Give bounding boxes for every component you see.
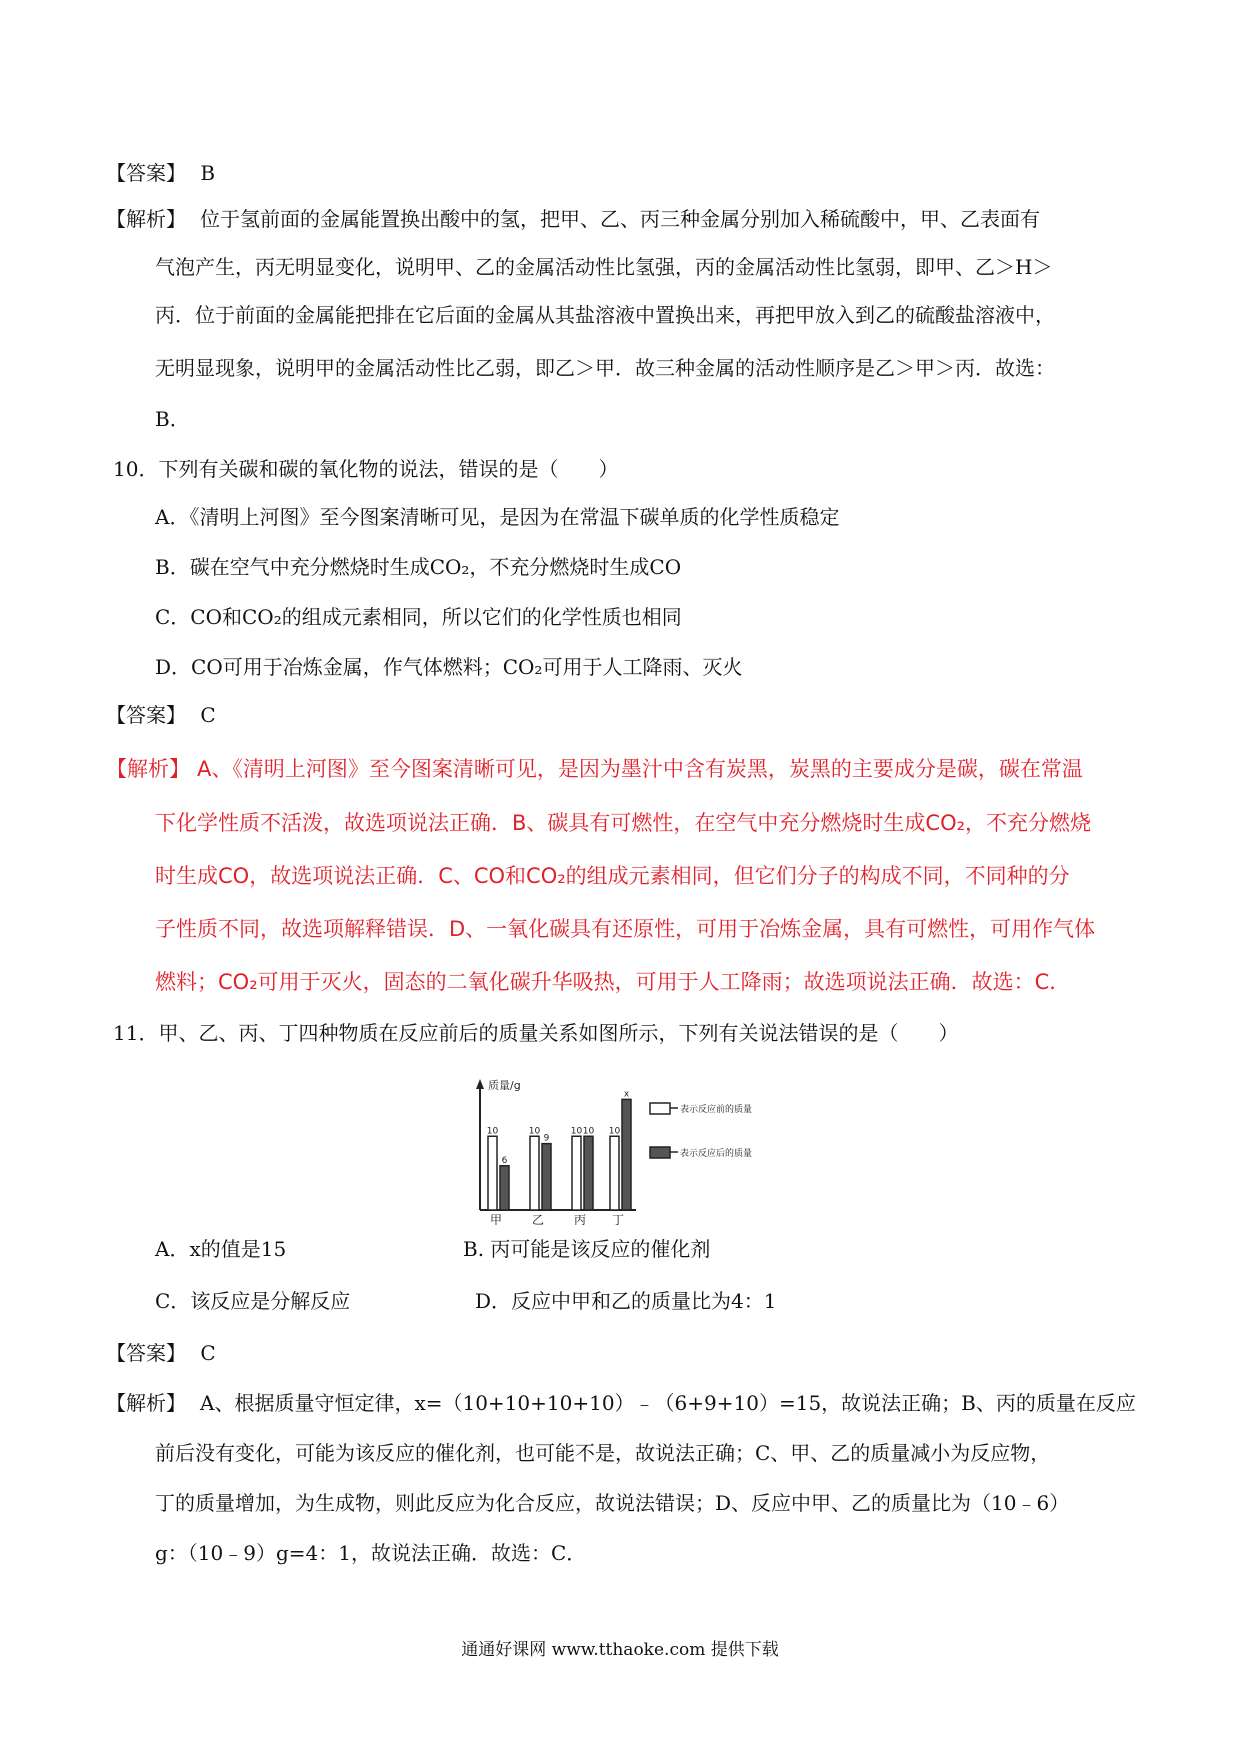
category-label: 丙: [573, 1213, 587, 1225]
answer-value: C: [200, 703, 216, 727]
q11-analysis-line: 丁的质量增加，为生成物，则此反应为化合反应，故说法错误；D、反应中甲、乙的质量比为（10﹣6）: [155, 1491, 1070, 1515]
q11-option-c: C．该反应是分解反应: [155, 1289, 351, 1313]
bar-after: [584, 1136, 593, 1210]
y-axis-label: 质量/g: [488, 1079, 521, 1092]
q10-analysis-line: 子性质不同，故选项解释错误．D、一氧化碳具有还原性，可用于冶炼金属，具有可燃性，可用作气体: [155, 917, 1096, 941]
q11-answer: [106, 1340, 216, 1366]
mass-bar-chart: [468, 1075, 788, 1225]
bar-value-label: 10: [570, 1126, 583, 1137]
q11-stem: 11．甲、乙、丙、丁四种物质在反应前后的质量关系如图所示，下列有关说法错误的是（ ）: [113, 1021, 959, 1045]
q9-analysis-line: 气泡产生，丙无明显变化，说明甲、乙的金属活动性比氢强，丙的金属活动性比氢弱，即甲、乙＞H＞: [155, 255, 1053, 279]
category-label: 甲: [489, 1213, 503, 1225]
q10-analysis-label: 【解析】: [106, 757, 190, 781]
bar-after: [500, 1166, 509, 1210]
bar-after: [542, 1144, 551, 1210]
q10-option-a: A．《清明上河图》至今图案清晰可见，是因为在常温下碳单质的化学性质稳定: [155, 505, 840, 529]
q11-analysis-line: g：（10﹣9）g=4：1，故说法正确．故选：C．: [155, 1541, 587, 1565]
bar-before: [572, 1136, 581, 1210]
q9-analysis-line: 无明显现象，说明甲的金属活动性比乙弱，即乙＞甲．故三种金属的活动性顺序是乙＞甲＞丙．故选：: [155, 356, 1055, 380]
q11-option-b: B. 丙可能是该反应的催化剂: [463, 1237, 711, 1261]
bar-value-label: 9: [543, 1133, 550, 1144]
q9-answer: [106, 160, 215, 186]
legend-label-before: 表示反应前的质量: [680, 1105, 753, 1115]
answer-value: B: [200, 161, 216, 185]
q10-stem: 10．下列有关碳和碳的氧化物的说法，错误的是（ ）: [113, 457, 619, 481]
q10-analysis-line: 时生成CO，故选项说法正确．C、CO和CO₂的组成元素相同，但它们分子的构成不同，不同种的分: [155, 864, 1070, 888]
bar-after: [622, 1099, 631, 1210]
bar-before: [488, 1136, 497, 1210]
q10-analysis-line: 燃料；CO₂可用于灭火，固态的二氧化碳升华吸热，可用于人工降雨；故选项说法正确．故选：C．: [155, 970, 1071, 994]
q10-option-d: D．CO可用于冶炼金属，作气体燃料；CO₂可用于人工降雨、灭火: [155, 655, 743, 679]
legend-swatch-after: [650, 1147, 670, 1158]
bar-value-label: 10: [608, 1126, 621, 1137]
bar-before: [610, 1136, 619, 1210]
y-axis-arrow: [476, 1079, 484, 1089]
q11-option-d: D．反应中甲和乙的质量比为4：1: [475, 1289, 777, 1313]
q10-option-b: B．碳在空气中充分燃烧时生成CO₂，不充分燃烧时生成CO: [155, 555, 682, 579]
q10-analysis-line: A、《清明上河图》至今图案清晰可见，是因为墨汁中含有炭黑，炭黑的主要成分是碳，碳在常温: [197, 757, 1083, 781]
category-label: 乙: [531, 1213, 545, 1225]
legend-swatch-before: [650, 1103, 670, 1114]
bar-value-label: 10: [528, 1126, 541, 1137]
q11-analysis-label: 【解析】: [106, 1391, 186, 1415]
answer-value: C: [200, 1341, 216, 1365]
q9-analysis-line: B．: [155, 407, 190, 431]
bar-value-label: 10: [582, 1126, 595, 1137]
bars-group: [487, 1089, 631, 1210]
q9-analysis-label: 【解析】: [106, 207, 186, 231]
answer-label: 【答案】: [106, 703, 186, 727]
category-label: 丁: [611, 1213, 625, 1225]
q10-option-c: C．CO和CO₂的组成元素相同，所以它们的化学性质也相同: [155, 605, 682, 629]
page-footer: 通通好课网 www.tthaoke.com 提供下载: [461, 1640, 779, 1660]
q11-analysis-line: A、根据质量守恒定律，x=（10+10+10+10）﹣（6+9+10）=15，故说法正确；B、丙的质量在反应: [200, 1391, 1136, 1415]
bar-value-label: x: [623, 1089, 630, 1100]
q10-analysis-line: 下化学性质不活泼，故选项说法正确．B、碳具有可燃性，在空气中充分燃烧时生成CO₂，不充分燃烧: [155, 811, 1092, 835]
q9-analysis-line: 位于氢前面的金属能置换出酸中的氢，把甲、乙、丙三种金属分别加入稀硫酸中，甲、乙表面有: [200, 207, 1040, 231]
legend-label-after: 表示反应后的质量: [680, 1149, 753, 1159]
bar-before: [530, 1136, 539, 1210]
q11-option-a: A．x的值是15: [155, 1237, 287, 1261]
bar-value-label: 6: [501, 1155, 508, 1166]
q11-analysis-line: 前后没有变化，可能为该反应的催化剂，也可能不是，故说法正确；C、甲、乙的质量减小为反应物，: [155, 1441, 1051, 1465]
bar-value-label: 10: [486, 1126, 499, 1137]
answer-label: 【答案】: [106, 1341, 186, 1365]
q10-answer: [106, 702, 216, 728]
answer-label: 【答案】: [106, 161, 186, 185]
q9-analysis-line: 丙．位于前面的金属能把排在它后面的金属从其盐溶液中置换出来，再把甲放入到乙的硫酸盐溶液中，: [155, 303, 1055, 327]
